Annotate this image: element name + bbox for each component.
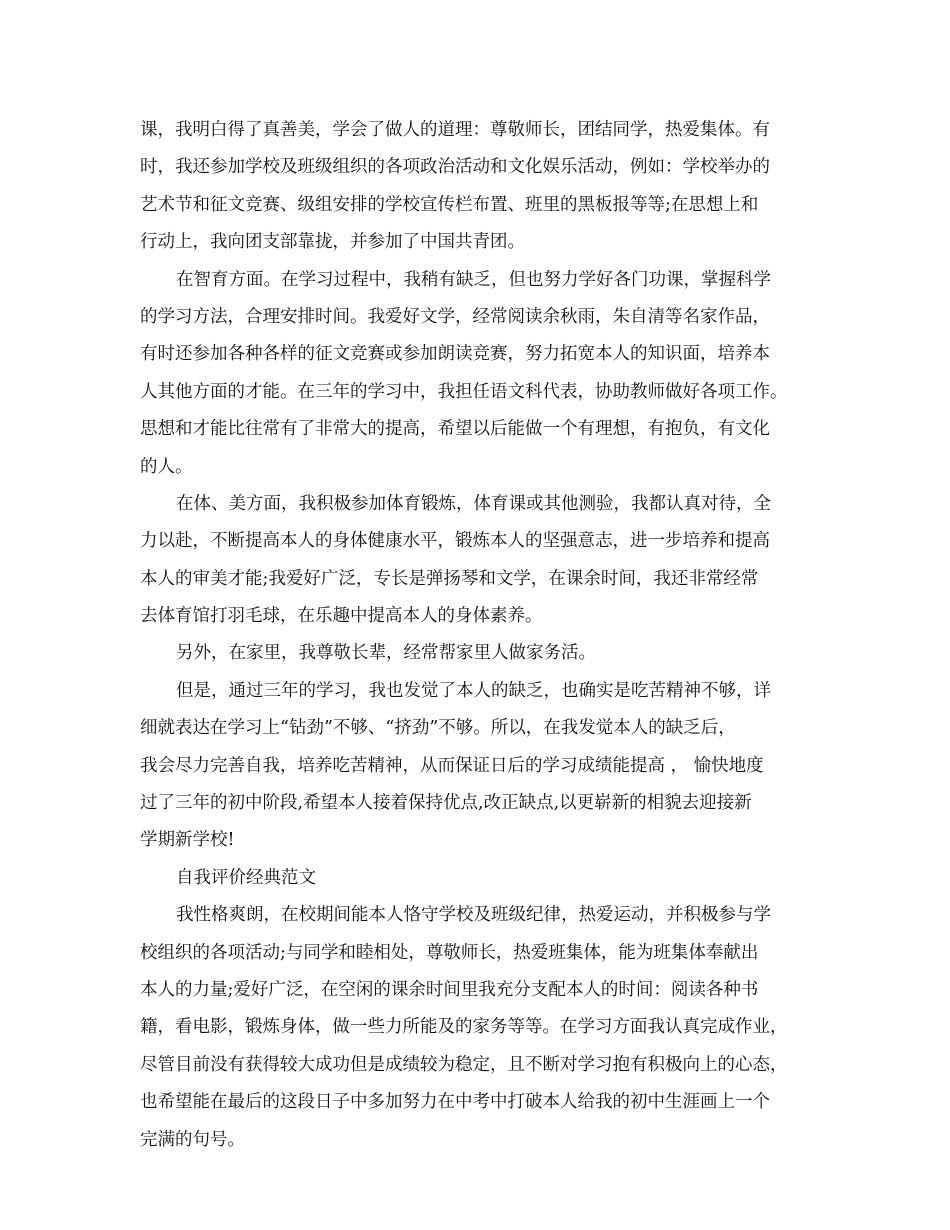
- text-line: 在体、美方面，我积极参加体育锻炼，体育课或其他测验，我都认真对待，全: [176, 493, 771, 514]
- text-line: 细就表达在学习上“钻劲”不够、“挤劲”不够。所以，在我发觉本人的缺乏后，: [140, 718, 736, 739]
- text-line: 课，我明白得了真善美，学会了做人的道理：尊敬师长，团结同学，热爱集体。有: [140, 120, 770, 140]
- text-line: 力以赴，不断提高本人的身体健康水平，锻炼本人的坚强意志，进一步培养和提高: [140, 531, 770, 552]
- text-line: 时，我还参加学校及班级组织的各项政治活动和文化娱乐活动，例如：学校举办的: [140, 157, 770, 178]
- text-line: 尽管目前没有获得较大成功但是成绩较为稳定，且不断对学习抱有积极向上的心态，: [140, 1054, 788, 1075]
- text-line: 的学习方法，合理安排时间。我爱好文学，经常阅读余秋雨，朱自清等名家作品，: [140, 306, 770, 327]
- text-line: 我性格爽朗，在校期间能本人恪守学校及班级纪律，热爱运动，并积极参与学: [176, 905, 771, 926]
- text-line: 也希望能在最后的这段日子中多加努力在中考中打破本人给我的初中生涯画上一个: [140, 1092, 770, 1113]
- text-line: 籍，看电影，锻炼身体，做一些力所能及的家务等等。在学习方面我认真完成作业，: [140, 1017, 788, 1038]
- text-line: 本人的力量;爱好广泛，在空闲的课余时间里我充分支配本人的时间：阅读各种书: [140, 979, 759, 1000]
- text-line: 但是，通过三年的学习，我也发觉了本人的缺乏，也确实是吃苦精神不够，详: [176, 680, 771, 701]
- text-line: 过了三年的初中阶段,希望本人接着保持优点,改正缺点,以更崭新的相貌去迎接新: [140, 793, 752, 814]
- text-line: 完满的句号。: [140, 1129, 245, 1150]
- text-line: 校组织的各项活动;与同学和睦相处，尊敬师长，热爱班集体，能为班集体奉献出: [140, 942, 759, 963]
- text-line: 思想和才能比往常有了非常大的提高，希望以后能做一个有理想，有抱负，有文化: [140, 419, 770, 440]
- text-line: 人其他方面的才能。在三年的学习中，我担任语文科代表，协助教师做好各项工作。: [140, 381, 788, 402]
- text-line: 在智育方面。在学习过程中，我稍有缺乏，但也努力学好各门功课，掌握科学: [176, 269, 771, 290]
- text-line: 的人。: [140, 456, 193, 477]
- text-line: 行动上，我向团支部靠拢，并参加了中国共青团。: [140, 232, 525, 253]
- document-body: [140, 112, 830, 1159]
- text-line: 有时还参加各种各样的征文竞赛或参加朗读竞赛，努力拓宽本人的知识面，培养本: [140, 344, 770, 365]
- text-line: 自我评价经典范文: [176, 867, 316, 888]
- text-line: 本人的审美才能;我爱好广泛，专长是弹扬琴和文学，在课余时间，我还非常经常: [140, 568, 759, 589]
- text-line: 艺术节和征文竞赛、级组安排的学校宣传栏布置、班里的黑板报等等;在思想上和: [140, 194, 759, 215]
- text-line: 我会尽力完善自我，培养吃苦精神，从而保证日后的学习成绩能提高 ， 愉快地度: [140, 755, 764, 776]
- text-line: 另外，在家里，我尊敬长辈，经常帮家里人做家务活。: [176, 643, 596, 664]
- text-line: 学期新学校!: [140, 830, 235, 851]
- text-line: 去体育馆打羽毛球，在乐趣中提高本人的身体素养。: [140, 606, 543, 627]
